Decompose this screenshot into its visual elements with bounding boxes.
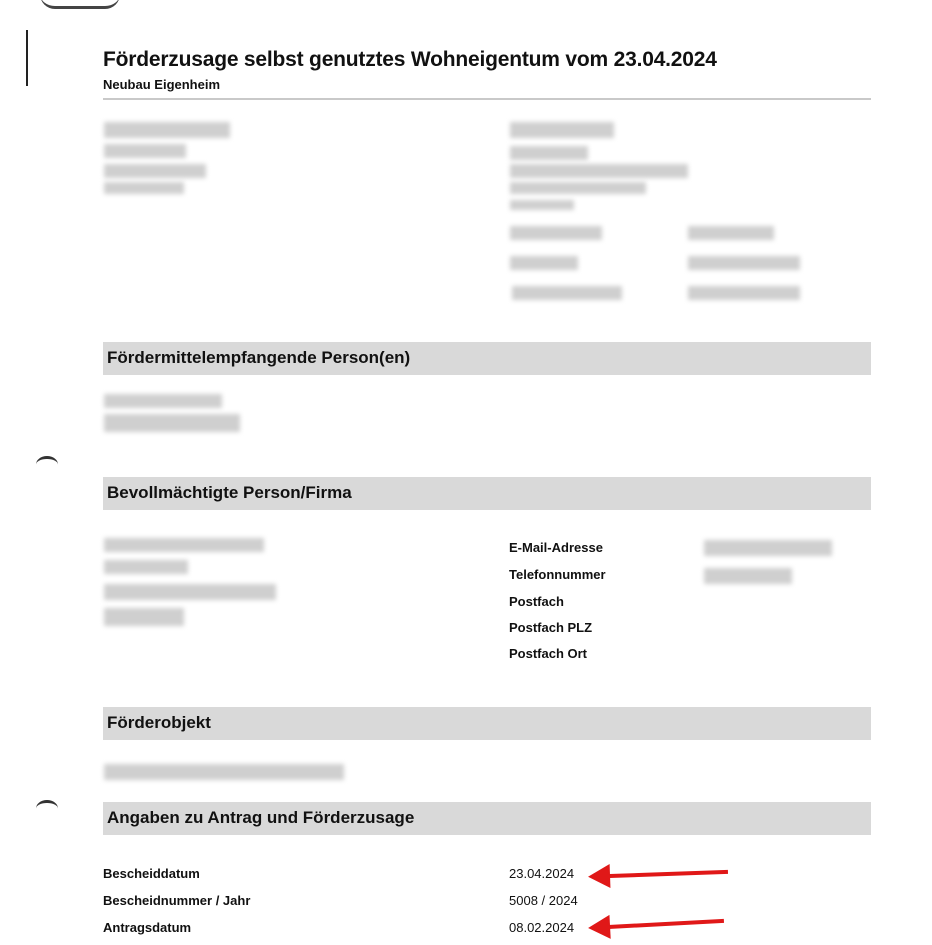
- title-divider: [103, 98, 871, 100]
- section-header-authorized: [103, 477, 871, 510]
- punch-hole-mark: [36, 800, 58, 817]
- redacted-text: [688, 256, 800, 270]
- redacted-text: [512, 286, 622, 300]
- redacted-text: [104, 122, 230, 138]
- redacted-text: [104, 144, 186, 158]
- redacted-text: [510, 164, 688, 178]
- pobox-city-label: Postfach Ort: [509, 646, 588, 661]
- redacted-text: [510, 122, 614, 138]
- section-header-application: [103, 802, 871, 835]
- redacted-text: [104, 560, 188, 574]
- document-title: Förderzusage selbst genutztes Wohneigentum vom 23.04.2024: [103, 48, 717, 71]
- redacted-text: [104, 584, 276, 600]
- scan-artifact: [40, 0, 120, 9]
- section-title: Fördermittelempfangende Person(en): [107, 348, 411, 367]
- decision-number-label: Bescheidnummer / Jahr: [103, 893, 251, 908]
- punch-hole-mark: [36, 456, 58, 473]
- scan-artifact: [26, 30, 28, 86]
- redacted-text: [104, 182, 184, 194]
- section-header-object: [103, 707, 871, 740]
- redacted-text: [688, 226, 774, 240]
- red-arrow-annotation: [606, 870, 728, 878]
- redacted-text: [704, 540, 832, 556]
- decision-number-value: 5008 / 2024: [509, 893, 578, 908]
- redacted-text: [104, 164, 206, 178]
- redacted-text: [104, 394, 222, 408]
- redacted-text: [104, 608, 184, 626]
- section-title: Förderobjekt: [107, 713, 211, 732]
- redacted-text: [510, 200, 574, 210]
- application-date-value: 08.02.2024: [509, 920, 575, 935]
- section-header-recipients: [103, 342, 871, 375]
- email-label: E-Mail-Adresse: [509, 540, 603, 555]
- redacted-text: [104, 538, 264, 552]
- redacted-text: [510, 146, 588, 160]
- red-arrow-annotation: [606, 919, 724, 929]
- redacted-text: [510, 182, 646, 194]
- redacted-text: [104, 414, 240, 432]
- decision-date-value: 23.04.2024: [509, 866, 575, 881]
- phone-label: Telefonnummer: [509, 567, 606, 582]
- redacted-text: [104, 764, 344, 780]
- decision-date-label: Bescheiddatum: [103, 866, 200, 881]
- redacted-text: [704, 568, 792, 584]
- application-date-label: Antragsdatum: [103, 920, 192, 935]
- redacted-text: [510, 256, 578, 270]
- redacted-text: [510, 226, 602, 240]
- redacted-text: [688, 286, 800, 300]
- section-title: Bevollmächtigte Person/Firma: [107, 483, 352, 502]
- pobox-zip-label: Postfach PLZ: [509, 620, 593, 635]
- pobox-label: Postfach: [509, 594, 564, 609]
- document-subtitle: Neubau Eigenheim: [103, 77, 221, 92]
- section-title: Angaben zu Antrag und Förderzusage: [107, 808, 415, 827]
